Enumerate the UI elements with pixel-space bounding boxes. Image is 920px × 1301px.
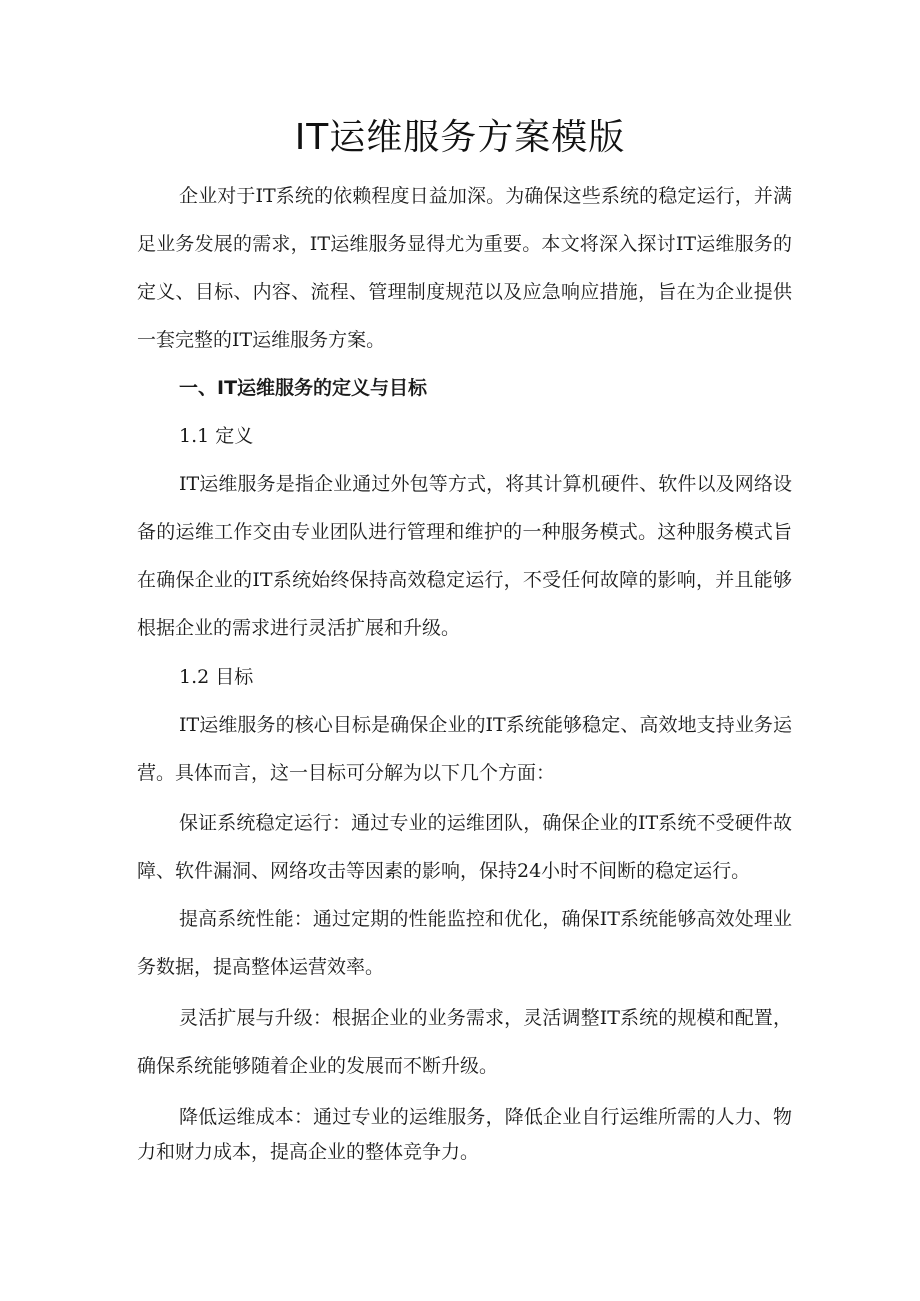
goal-item-stability: 保证系统稳定运行：通过专业的运维团队，确保企业的IT系统不受硬件故障、软件漏洞、网络攻击等因素的影响，保持24小时不间断的稳定运行。 [137,812,792,882]
goals-paragraph: IT运维服务的核心目标是确保企业的IT系统能够稳定、高效地支持业务运营。具体而言，这一目标可分解为以下几个方面： [137,714,792,784]
section-heading-definition-goals: 一、IT运维服务的定义与目标 [179,377,428,399]
document-title: IT运维服务方案模版 [294,117,626,158]
subsection-heading-definition: 1.1 定义 [179,425,254,447]
goal-item-performance: 提高系统性能：通过定期的性能监控和优化，确保IT系统能够高效处理业务数据，提高整体运营效率。 [137,908,792,978]
goal-item-scalability: 灵活扩展与升级：根据企业的业务需求，灵活调整IT系统的规模和配置，确保系统能够随着企业的发展而不断升级。 [137,1007,792,1077]
definition-paragraph: IT运维服务是指企业通过外包等方式，将其计算机硬件、软件以及网络设备的运维工作交由专业团队进行管理和维护的一种服务模式。这种服务模式旨在确保企业的IT系统始终保持高效稳定运行，不受任何故障的影响，并且能够根据企业的需求进行灵活扩展和升级。 [137,473,792,639]
subsection-heading-goals: 1.2 目标 [179,666,254,688]
intro-paragraph: 企业对于IT系统的依赖程度日益加深。为确保这些系统的稳定运行，并满足业务发展的需求，IT运维服务显得尤为重要。本文将深入探讨IT运维服务的定义、目标、内容、流程、管理制度规范以及应急响应措施，旨在为企业提供一套完整的IT运维服务方案。 [137,185,792,351]
goal-item-cost: 降低运维成本：通过专业的运维服务，降低企业自行运维所需的人力、物力和财力成本，提高企业的整体竞争力。 [137,1106,792,1163]
